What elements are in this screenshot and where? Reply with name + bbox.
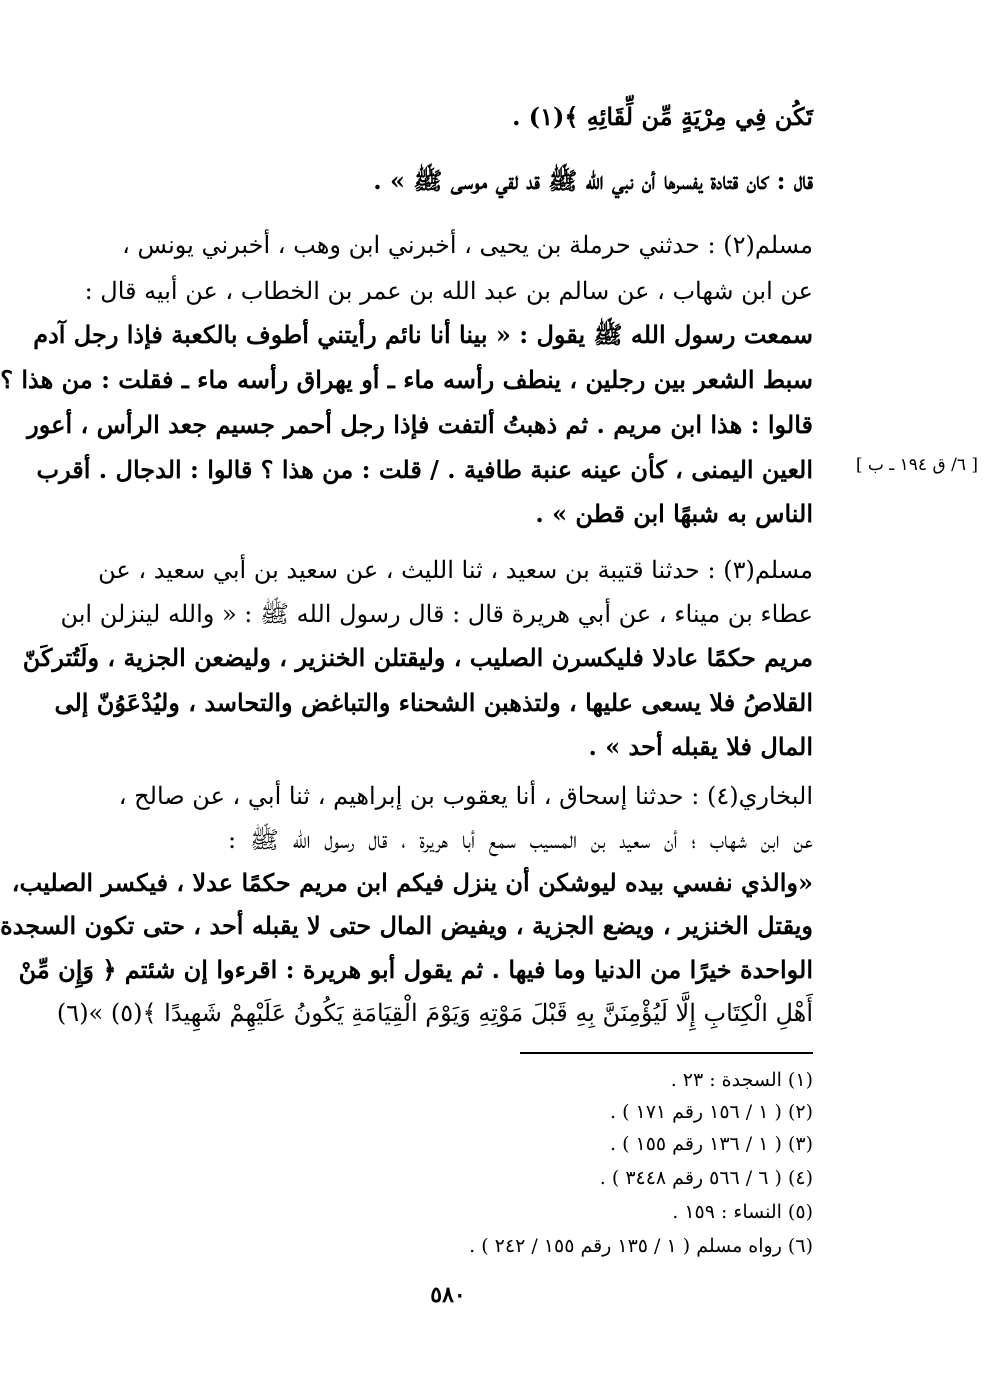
text-line: قال : كان قتادة يفسرها أن نبي الله ﷺ قد لقي موسى ﷺ » .: [373, 166, 813, 195]
text-line: «والذي نفسي بيده ليوشكن أن ينزل فيكم ابن مريم حكمًا عدلا ، فيكسر الصليب،: [11, 868, 813, 897]
text-line: العين اليمنى ، كأن عينه عنبة طافية . / قلت : من هذا ؟ قالوا : الدجال . أقرب: [36, 455, 813, 484]
text-line: سبط الشعر بين رجلين ، ينطف رأسه ماء ـ أو يهراق رأسه ماء ـ فقلت : من هذا ؟: [0, 365, 813, 394]
margin-manuscript-reference: [ ٦/ ق ١٩٤ ـ ب ]: [855, 455, 978, 475]
text-line: الواحدة خيرًا من الدنيا وما فيها . ثم يقول أبو هريرة : اقرءوا إن شئتم ﴿ وَإِن مِّنْ: [18, 955, 813, 984]
text-line: الناس به شبهًا ابن قطن » .: [535, 499, 813, 528]
footnote-item: (٤) ( ٦ / ٥٦٦ رقم ٣٤٤٨ ) .: [599, 1167, 813, 1189]
text-line: مسلم(٣) : حدثنا قتيبة بن سعيد ، ثنا الليث ، عن سعيد بن أبي سعيد ، عن: [98, 556, 813, 584]
text-line: عن ابن شهاب ؛ أن سعيد بن المسيب سمع أبا هريرة ، قال رسول الله ﷺ :: [228, 826, 813, 854]
text-line: القلاصُ فلا يسعى عليها ، ولتذهبن الشحناء والتباغض والتحاسد ، وليُدْعَوُنّ إلى: [54, 688, 813, 717]
text-line: مسلم(٢) : حدثني حرملة بن يحيى ، أخبرني ابن وهب ، أخبرني يونس ،: [122, 231, 813, 259]
footnote-item: (٦) رواه مسلم ( ١ / ١٣٥ رقم ١٥٥ / ٢٤٢ ) .: [469, 1235, 813, 1257]
footnote-item: (٢) ( ١ / ١٥٦ رقم ١٧١ ) .: [609, 1101, 813, 1123]
text-line: ويقتل الخنزير ، ويضع الجزية ، ويفيض المال حتى لا يقبله أحد ، حتى تكون السجدة: [0, 911, 813, 940]
text-line: تَكُن فِي مِرْيَةٍ مِّن لِّقَائِهِ ﴾(١) .: [512, 102, 813, 131]
page-number: ٥٨٠: [430, 1282, 466, 1308]
text-line: البخاري(٤) : حدثنا إسحاق ، أنا يعقوب بن إبراهيم ، ثنا أبي ، عن صالح ،: [118, 782, 813, 810]
footnote-divider: [520, 1052, 813, 1054]
text-line: أَهْلِ الْكِتَابِ إِلَّا لَيُؤْمِنَنَّ بِهِ قَبْلَ مَوْتِهِ وَيَوْمَ الْقِيَامَةِ يَكُونُ عَلَيْهِمْ شَهِيدًا ﴾(٥) »(٦): [56, 999, 813, 1027]
footnote-item: (٥) النساء : ١٥٩ .: [672, 1201, 813, 1223]
footnote-item: (٣) ( ١ / ١٣٦ رقم ١٥٥ ) .: [609, 1133, 813, 1155]
text-line: مريم حكمًا عادلا فليكسرن الصليب ، وليقتلن الخنزير ، وليضعن الجزية ، ولَتُتركَنّ: [22, 643, 813, 672]
text-line: قالوا : هذا ابن مريم . ثم ذهبتُ ألتفت فإذا رجل أحمر جسيم جعد الرأس ، أعور: [27, 410, 813, 439]
text-line: سمعت رسول الله ﷺ يقول : « بينا أنا نائم رأيتني أطوف بالكعبة فإذا رجل آدم: [33, 320, 813, 349]
text-line: عن ابن شهاب ، عن سالم بن عبد الله بن عمر بن الخطاب ، عن أبيه قال :: [84, 277, 813, 305]
text-line: المال فلا يقبله أحد » .: [588, 732, 813, 761]
footnote-item: (١) السجدة : ٢٣ .: [670, 1069, 813, 1091]
text-line: عطاء بن ميناء ، عن أبي هريرة قال : قال رسول الله ﷺ : « والله لينزلن ابن: [60, 600, 813, 628]
